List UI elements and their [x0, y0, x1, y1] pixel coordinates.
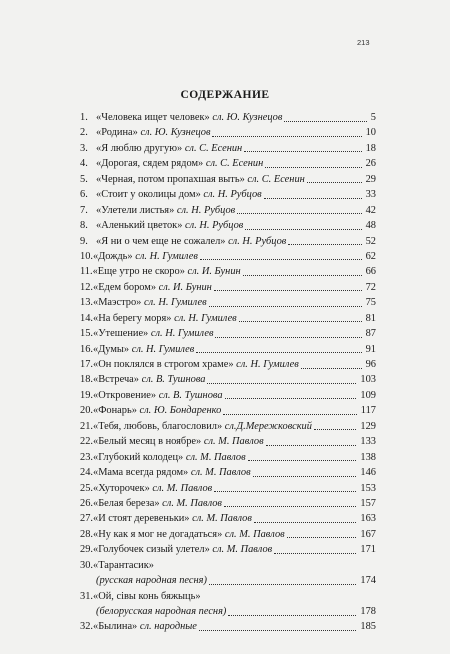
- toc-entry-page: 91: [365, 343, 376, 355]
- dot-leader: [200, 259, 362, 260]
- toc-entry-page: 5: [370, 112, 376, 123]
- toc-entry-text: [80, 220, 243, 231]
- dot-leader: [254, 522, 357, 523]
- toc-entry: [80, 465, 376, 480]
- toc-entry-title: «Белая береза»: [93, 497, 160, 509]
- toc-entry-title: «На берегу моря»: [93, 312, 172, 324]
- toc-entry-text: [80, 359, 299, 370]
- toc-entry-page: 33: [365, 189, 376, 201]
- dot-leader: [287, 537, 357, 538]
- toc-entry-author: сл. В. Тушнова: [141, 374, 206, 386]
- toc-entry-number: 28.: [80, 528, 93, 540]
- toc-entry: [80, 172, 376, 187]
- toc-entry-text: [80, 513, 252, 524]
- toc-entry-page: 75: [365, 297, 376, 309]
- toc-entry-text: [80, 297, 207, 308]
- toc-entry-title: «Голубочек сизый улетел»: [93, 544, 210, 556]
- toc-entry: [80, 342, 376, 357]
- toc-entry-title: «Тебя, любовь, благословил»: [93, 420, 223, 432]
- toc-entry-page: 52: [365, 235, 376, 247]
- dot-leader: [243, 275, 362, 276]
- toc-entry: [80, 156, 376, 171]
- dot-leader: [224, 506, 356, 507]
- toc-entry-page: 72: [365, 281, 376, 293]
- dot-leader: [228, 615, 356, 616]
- toc-entry-title: «Едем бором»: [93, 281, 157, 293]
- toc-entry-author: сл. М. Павлов: [162, 497, 222, 509]
- toc-entry-page: 48: [365, 220, 376, 232]
- toc-entry-number: 4.: [80, 158, 88, 170]
- toc-entry-title: «Откровение»: [93, 389, 157, 401]
- toc-entry: [80, 249, 376, 264]
- toc-entry-text: [80, 313, 237, 324]
- toc-entry-title: «Былина»: [93, 621, 138, 633]
- toc-entry-author: сл. И. Бунин: [158, 281, 212, 293]
- toc-entry-page: 81: [365, 312, 376, 324]
- toc-entry-number: 12.: [80, 281, 93, 293]
- toc-entry-page: 96: [365, 359, 376, 370]
- toc-entry-author: сл. М. Павлов: [212, 544, 273, 556]
- dot-leader: [209, 306, 362, 307]
- toc-entry-text: [80, 266, 241, 277]
- toc-entry-title: «Я люблю другую»: [96, 142, 183, 154]
- toc-entry-title: «Мама всегда рядом»: [93, 467, 189, 479]
- toc-entry-page: 117: [360, 405, 376, 417]
- toc-entry-page: 157: [360, 497, 376, 509]
- toc-entry-page: 178: [360, 606, 376, 617]
- toc-entry-number: 21.: [80, 420, 93, 432]
- toc-entry-text: [80, 127, 210, 138]
- toc-entry-author: сл. М. Павлов: [190, 467, 251, 479]
- toc-entry-author: сл. Н. Гумилев: [131, 343, 195, 355]
- toc-entry-page: 26: [365, 158, 376, 170]
- toc-entry: [80, 187, 376, 202]
- dot-leader: [225, 398, 357, 399]
- toc-entry-author: сл. И. Бунин: [187, 266, 241, 278]
- dot-leader: [284, 121, 366, 122]
- toc-entry-title: «Ну как я мог не догадаться»: [93, 528, 223, 540]
- toc-entry-author: сл. Ю. Кузнецов: [140, 127, 211, 139]
- toc-entry-number: 14.: [80, 312, 93, 324]
- toc-entry-text: [80, 621, 197, 632]
- toc-entry-text: [80, 328, 213, 339]
- toc-entry-author: сл. Н. Гумилев: [150, 328, 214, 340]
- toc-entry-number: 29.: [80, 544, 93, 556]
- toc-entry-text: [80, 158, 263, 169]
- toc-entry-number: 6.: [80, 189, 88, 201]
- toc-entry-page: 174: [360, 575, 376, 587]
- toc-entry-number: 7.: [80, 204, 88, 216]
- toc-entry-number: 17.: [80, 359, 93, 370]
- toc-entry: [80, 110, 376, 125]
- toc-entry-number: 3.: [80, 142, 88, 154]
- toc-entry-number: 31.: [80, 590, 93, 602]
- toc-entry-title: «Глубокий колодец»: [93, 451, 184, 463]
- toc-entry-page: 103: [360, 374, 376, 386]
- toc-entry-author: сл. С. Есенин: [247, 173, 305, 185]
- toc-entry-title: «Дождь»: [93, 250, 133, 262]
- toc-entry: [80, 388, 376, 403]
- toc-entry: [80, 481, 376, 496]
- toc-entry-number: 2.: [80, 127, 88, 139]
- toc-entry-title: «Фонарь»: [93, 405, 137, 417]
- toc-entry-author: сл. Н. Рубцов: [176, 204, 236, 216]
- toc-entry-author: сл. В. Тушнова: [158, 389, 223, 401]
- dot-leader: [266, 445, 357, 446]
- toc-entry-title: «Тарантасик»: [93, 559, 154, 571]
- toc-entry-text: [96, 606, 226, 617]
- toc-entry-number: 18.: [80, 374, 93, 386]
- toc-entry-author: сл. С. Есенин: [205, 158, 264, 170]
- toc-entry-title: «Стоит у околицы дом»: [96, 189, 201, 201]
- toc-entry: [80, 434, 376, 449]
- toc-entry: [80, 542, 376, 557]
- toc-entry-text: [80, 529, 285, 540]
- toc-entry-author: сл. Н. Гумилев: [174, 312, 237, 324]
- toc-entry-author: сл. Ю. Кузнецов: [212, 112, 283, 123]
- toc-entry-text: [80, 344, 194, 355]
- toc-entry-title: «Улетели листья»: [96, 204, 175, 216]
- toc-entry-number: 15.: [80, 328, 93, 340]
- toc-entry-author: сл. С. Есенин: [184, 142, 243, 154]
- toc-entry-text: [80, 251, 198, 262]
- toc-entry-page: 129: [360, 420, 376, 432]
- toc-entry-number: 1.: [80, 112, 88, 123]
- toc-entry: [80, 527, 376, 542]
- toc-entry-text: [80, 390, 223, 401]
- toc-entry-number: 13.: [80, 297, 93, 309]
- toc-entry-page: 62: [365, 250, 376, 262]
- dot-leader: [245, 229, 361, 230]
- toc-entry: [80, 295, 376, 310]
- toc-entry-author: сл.Д.Мережковский: [224, 420, 312, 432]
- table-of-contents: [80, 110, 376, 635]
- toc-entry-author: сл. народные: [139, 621, 197, 633]
- toc-entry-page: 109: [360, 389, 376, 401]
- toc-entry-author: (белорусская народная песня): [96, 606, 227, 617]
- toc-entry: [80, 326, 376, 341]
- toc-entry-page: 171: [360, 544, 376, 556]
- dot-leader: [212, 136, 361, 137]
- dot-leader: [265, 167, 361, 168]
- dot-leader: [248, 460, 357, 461]
- toc-entry-author: сл. Н. Гумилев: [143, 297, 207, 309]
- dot-leader: [301, 368, 362, 369]
- dot-leader: [199, 630, 357, 631]
- toc-entry: [80, 403, 376, 418]
- dot-leader: [209, 584, 356, 585]
- toc-entry-author: сл. М. Павлов: [192, 513, 252, 525]
- toc-entry-page: 153: [360, 482, 376, 494]
- toc-entry-text: [80, 236, 286, 247]
- toc-entry-title: «Думы»: [93, 343, 130, 355]
- dot-leader: [288, 244, 361, 245]
- toc-entry-number: 24.: [80, 467, 93, 479]
- toc-entry-number: 9.: [80, 235, 88, 247]
- toc-entry-author: сл. М. Павлов: [185, 451, 246, 463]
- toc-entry-number: 16.: [80, 343, 93, 355]
- toc-entry-number: 26.: [80, 497, 93, 509]
- toc-entry-text: [80, 467, 251, 478]
- toc-entry-title: «Черная, потом пропахшая выть»: [96, 173, 245, 185]
- toc-entry-page: 18: [365, 142, 376, 154]
- toc-entry: [80, 264, 376, 279]
- toc-entry-page: 87: [365, 328, 376, 340]
- toc-entry-number: 10.: [80, 250, 93, 262]
- toc-entry: [80, 141, 376, 156]
- toc-entry-number: 5.: [80, 173, 88, 185]
- toc-entry: [80, 125, 376, 140]
- toc-entry-page: 29: [365, 173, 376, 185]
- toc-entry: [80, 589, 376, 604]
- toc-entry-author: сл. Н. Рубцов: [228, 235, 287, 247]
- toc-entry-title: «Утешение»: [93, 328, 149, 340]
- dot-leader: [239, 321, 362, 322]
- toc-entry-title: «Маэстро»: [93, 297, 142, 309]
- toc-entry: [80, 604, 376, 619]
- toc-entry-author: (русская народная песня): [96, 575, 207, 587]
- toc-entry-text: [80, 591, 201, 602]
- toc-entry-text: [80, 189, 262, 200]
- toc-entry-author: сл. Н. Гумилев: [135, 250, 198, 262]
- toc-entry-page: 42: [365, 204, 376, 216]
- toc-entry-page: 167: [360, 528, 376, 540]
- toc-entry-number: 25.: [80, 482, 93, 494]
- toc-entry-number: 8.: [80, 220, 88, 232]
- toc-entry-page: 133: [360, 436, 376, 448]
- page-number: 213: [357, 38, 370, 47]
- toc-entry: [80, 203, 376, 218]
- toc-entry: [80, 558, 376, 573]
- dot-leader: [214, 491, 356, 492]
- toc-entry: [80, 357, 376, 372]
- toc-entry-author: сл. М. Павлов: [152, 482, 213, 494]
- toc-entry: [80, 450, 376, 465]
- toc-entry-text: [80, 282, 212, 293]
- toc-entry-number: 32.: [80, 621, 93, 633]
- toc-entry-title: «Родина»: [96, 127, 138, 139]
- toc-entry-text: [80, 436, 264, 447]
- toc-entry-title: «Встреча»: [93, 374, 139, 386]
- toc-entry-author: сл. Ю. Бондаренко: [139, 405, 222, 417]
- dot-leader: [264, 198, 362, 199]
- toc-entry-title: «Хуторочек»: [93, 482, 150, 494]
- toc-entry: [80, 619, 376, 634]
- toc-entry-title: «Еще утро не скоро»: [92, 266, 185, 278]
- toc-entry-text: [80, 174, 305, 185]
- toc-entry: [80, 573, 376, 588]
- toc-entry-number: 20.: [80, 405, 93, 417]
- toc-entry-author: сл. М. Павлов: [224, 528, 285, 540]
- toc-entry: [80, 280, 376, 295]
- toc-entry-number: 22.: [80, 436, 93, 448]
- toc-entry-text: [80, 374, 205, 385]
- toc-entry-text: [80, 421, 312, 432]
- toc-entry-author: сл. М. Павлов: [203, 436, 264, 448]
- dot-leader: [207, 383, 356, 384]
- toc-entry-author: сл. Н. Рубцов: [203, 189, 262, 201]
- toc-entry-text: [96, 575, 207, 586]
- toc-entry-author: сл. Н. Рубцов: [185, 220, 244, 232]
- toc-entry-number: 27.: [80, 513, 93, 525]
- page-title: СОДЕРЖАНИЕ: [180, 89, 270, 101]
- toc-entry: [80, 419, 376, 434]
- toc-entry-text: [80, 544, 272, 555]
- toc-entry-text: [80, 112, 282, 123]
- toc-entry-page: 163: [360, 513, 376, 525]
- toc-entry-number: 30.: [80, 559, 93, 571]
- toc-entry-page: 146: [360, 467, 376, 479]
- dot-leader: [253, 476, 357, 477]
- toc-entry: [80, 311, 376, 326]
- toc-entry-text: [80, 405, 221, 416]
- toc-entry-page: 10: [365, 127, 376, 139]
- dot-leader: [214, 290, 362, 291]
- toc-entry-text: [80, 452, 246, 463]
- dot-leader: [274, 553, 356, 554]
- toc-entry-text: [80, 498, 222, 509]
- toc-entry-title: «Дорогая, сядем рядом»: [96, 158, 204, 170]
- toc-entry: [80, 372, 376, 387]
- toc-entry: [80, 234, 376, 249]
- toc-entry-page: 66: [365, 266, 376, 278]
- toc-entry-page: 185: [360, 621, 376, 633]
- dot-leader: [215, 337, 361, 338]
- toc-entry-title: «Человека ищет человек»: [96, 112, 210, 123]
- toc-entry-number: 19.: [80, 389, 93, 401]
- dot-leader: [196, 352, 361, 353]
- toc-entry-title: «Белый месяц в ноябре»: [93, 436, 202, 448]
- toc-entry: [80, 511, 376, 526]
- dot-leader: [237, 213, 361, 214]
- toc-entry-title: «И стоят деревеньки»: [93, 513, 190, 525]
- toc-entry-title: «Аленький цветок»: [96, 220, 183, 232]
- dot-leader: [244, 151, 361, 152]
- toc-entry-text: [80, 483, 212, 494]
- toc-entry-page: 138: [360, 451, 376, 463]
- toc-entry-number: 11.: [80, 266, 93, 278]
- toc-entry-title: «Я ни о чем еще не сожалел»: [96, 235, 226, 247]
- toc-entry-title: «Он поклялся в строгом храме»: [93, 359, 234, 370]
- dot-leader: [223, 414, 356, 415]
- toc-entry-title: «Ой, сiвы конь бяжыць»: [93, 590, 201, 602]
- toc-entry: [80, 496, 376, 511]
- toc-entry-text: [80, 560, 154, 571]
- dot-leader: [307, 182, 362, 183]
- toc-entry: [80, 218, 376, 233]
- toc-entry-author: сл. Н. Гумилев: [236, 359, 299, 370]
- dot-leader: [314, 429, 356, 430]
- toc-entry-text: [80, 143, 242, 154]
- toc-entry-number: 23.: [80, 451, 93, 463]
- toc-entry-text: [80, 205, 235, 216]
